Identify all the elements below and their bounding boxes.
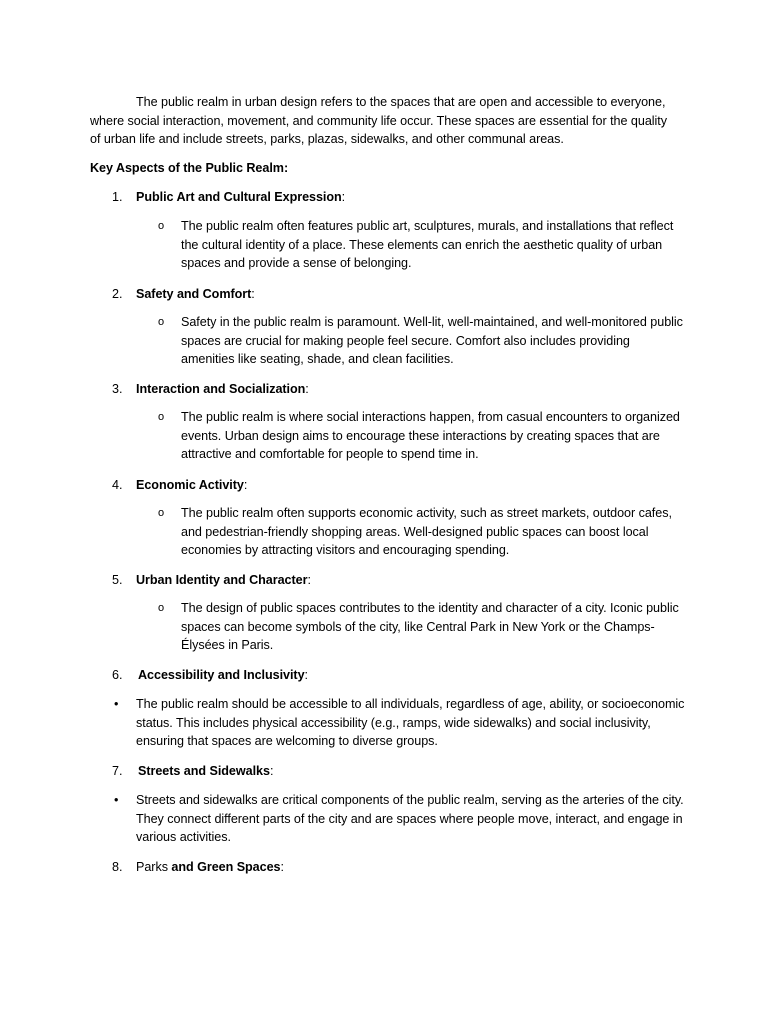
item-detail-text: Safety in the public realm is paramount. Well-lit, well-maintained, and well-monitored public spaces are crucial for making people feel secure. Comfort also includes providing amenities like seating, shade, and clean facilities. <box>181 315 683 367</box>
circle-bullet-icon: o <box>158 507 165 519</box>
item-title: Accessibility and Inclusivity: <box>138 668 308 682</box>
item-number: 6. <box>112 668 123 682</box>
item-detail-text: The design of public spaces contributes to the identity and character of a city. Iconic public spaces can become symbols of the city, like Central Park in New York or the Champs-Élysées in Paris. <box>181 601 679 653</box>
item-detail-text: Streets and sidewalks are critical components of the public realm, serving as the arteries of the city. They connect different parts of the city and are spaces where people move, interact, and engage in various activities. <box>136 793 684 845</box>
item-title: Interaction and Socialization: <box>136 382 309 396</box>
intro-paragraph: The public realm in urban design refers to the spaces that are open and accessible to everyone, where social interaction, movement, and community life occur. These spaces are essential for the quality of urban life and include streets, parks, plazas, sidewalks, and other communal areas. <box>90 95 667 147</box>
item-title: Economic Activity: <box>136 478 248 492</box>
item-detail-text: The public realm often features public art, sculptures, murals, and installations that reflect the cultural identity of a place. These elements can enrich the aesthetic quality of urban spaces and provide a sense of belonging. <box>181 219 674 271</box>
item-number: 5. <box>112 573 123 587</box>
circle-bullet-icon: o <box>158 316 165 328</box>
section-heading: Key Aspects of the Public Realm: <box>90 161 289 175</box>
item-title: Public Art and Cultural Expression: <box>136 190 346 204</box>
item-title: Parks and Green Spaces: <box>136 860 284 874</box>
circle-bullet-icon: o <box>158 411 165 423</box>
bullet-dot-icon: • <box>114 697 119 711</box>
item-detail-text: The public realm often supports economic activity, such as street markets, outdoor cafes, and pedestrian-friendly shopping areas. Well-designed public spaces can boost local economies by attracting visitors and encouraging spending. <box>181 506 672 558</box>
item-number: 7. <box>112 764 123 778</box>
item-number: 8. <box>112 860 123 874</box>
item-number: 4. <box>112 478 123 492</box>
circle-bullet-icon: o <box>158 220 165 232</box>
circle-bullet-icon: o <box>158 602 165 614</box>
item-detail-text: The public realm is where social interactions happen, from casual encounters to organized events. Urban design aims to encourage these interactions by creating spaces that are attractive and comfortable for people to spend time in. <box>181 410 680 462</box>
item-title: Streets and Sidewalks: <box>138 764 274 778</box>
item-title: Safety and Comfort: <box>136 287 255 301</box>
item-number: 1. <box>112 190 123 204</box>
item-detail-text: The public realm should be accessible to all individuals, regardless of age, ability, or socioeconomic status. This includes physical accessibility (e.g., ramps, wide sidewalks) and social inclusivity, ensuring that spaces are welcoming to diverse groups. <box>136 697 685 749</box>
item-number: 2. <box>112 287 123 301</box>
bullet-dot-icon: • <box>114 793 119 807</box>
item-number: 3. <box>112 382 123 396</box>
item-title: Urban Identity and Character: <box>136 573 311 587</box>
